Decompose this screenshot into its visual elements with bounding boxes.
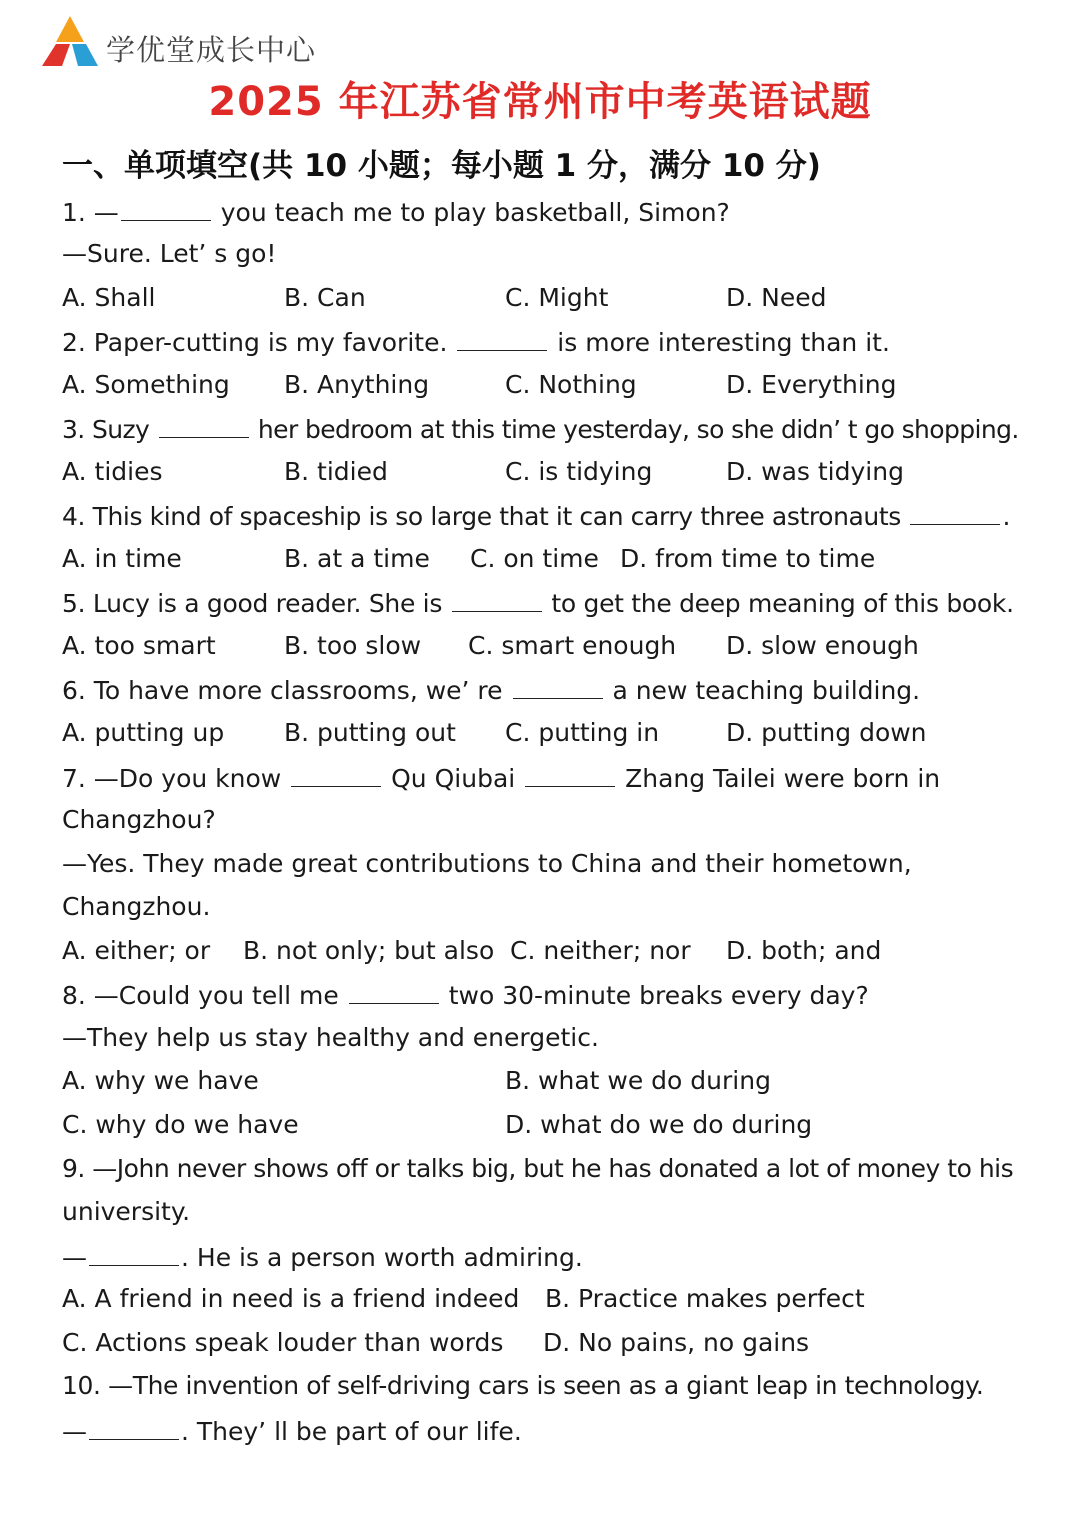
question-text: you teach me to play basketball, Simon? bbox=[212, 198, 730, 227]
option-b: B. too slow bbox=[284, 631, 422, 660]
brand-name: 学优堂成长中心 bbox=[106, 33, 317, 67]
question-text: 7. —Do you know bbox=[62, 764, 290, 793]
question-text: . bbox=[1002, 502, 1010, 531]
option-a: A. in time bbox=[62, 544, 182, 573]
option-c: C. is tidying bbox=[505, 457, 653, 486]
option-a: A. either; or bbox=[62, 936, 211, 965]
question-text: Changzhou? bbox=[62, 805, 216, 834]
question-8 bbox=[62, 981, 869, 1008]
option-b: B. Can bbox=[284, 283, 366, 312]
question-4 bbox=[62, 502, 1010, 529]
option-a: A. too smart bbox=[62, 631, 216, 660]
option-a: A. putting up bbox=[62, 718, 225, 747]
question-text: 4. This kind of spaceship is so large that it can carry three astronauts bbox=[62, 502, 909, 531]
question-text: 5. Lucy is a good reader. She is bbox=[62, 589, 450, 618]
option-c: C. why do we have bbox=[62, 1110, 299, 1139]
option-c: C. smart enough bbox=[468, 631, 677, 660]
question-text: a new teaching building. bbox=[604, 676, 921, 705]
dialog-text: — bbox=[62, 1417, 87, 1446]
answer-blank bbox=[457, 328, 547, 351]
question-text: to get the deep meaning of this book. bbox=[543, 589, 1014, 618]
section-heading: 一、单项填空(共 10 小题；每小题 1 分，满分 10 分) bbox=[62, 148, 821, 184]
option-b: B. Anything bbox=[284, 370, 430, 399]
question-text: 6. To have more classrooms, we’ re bbox=[62, 676, 511, 705]
option-b: B. not only; but also bbox=[243, 936, 495, 965]
question-text: Qu Qiubai bbox=[383, 764, 524, 793]
answer-blank bbox=[89, 1417, 179, 1440]
option-d: D. was tidying bbox=[726, 457, 904, 486]
option-d: D. both; and bbox=[726, 936, 882, 965]
option-d: D. slow enough bbox=[726, 631, 919, 660]
option-b: B. tidied bbox=[284, 457, 388, 486]
option-c: C. Actions speak louder than words bbox=[62, 1328, 504, 1357]
dialog-reply: —They help us stay healthy and energetic. bbox=[62, 1023, 599, 1052]
question-7 bbox=[62, 764, 940, 791]
question-2 bbox=[62, 328, 890, 355]
question-3 bbox=[62, 415, 1019, 442]
question-text: 2. Paper-cutting is my favorite. bbox=[62, 328, 456, 357]
question-1 bbox=[62, 198, 730, 225]
question-6 bbox=[62, 676, 920, 703]
question-text: 1. — bbox=[62, 198, 119, 227]
question-5 bbox=[62, 589, 1014, 616]
answer-blank bbox=[452, 589, 542, 612]
question-text: 8. —Could you tell me bbox=[62, 981, 347, 1010]
option-d: D. what do we do during bbox=[505, 1110, 813, 1139]
option-b: B. putting out bbox=[284, 718, 456, 747]
option-c: C. Might bbox=[505, 283, 609, 312]
logo-icon bbox=[40, 14, 100, 70]
question-10: 10. —The invention of self-driving cars is seen as a giant leap in technology. bbox=[62, 1371, 984, 1400]
dialog-text: . They’ ll be part of our life. bbox=[181, 1417, 522, 1446]
answer-blank bbox=[910, 502, 1000, 525]
option-a: A. Something bbox=[62, 370, 230, 399]
dialog-reply: —Sure. Let’ s go! bbox=[62, 239, 277, 268]
answer-blank bbox=[121, 198, 211, 221]
question-text: two 30-minute breaks every day? bbox=[440, 981, 869, 1010]
page-title: 2025 年江苏省常州市中考英语试题 bbox=[208, 79, 872, 125]
dialog-reply bbox=[62, 1243, 583, 1270]
question-text: is more interesting than it. bbox=[549, 328, 890, 357]
option-c: C. putting in bbox=[505, 718, 660, 747]
option-d: D. from time to time bbox=[620, 544, 876, 573]
dialog-text: — bbox=[62, 1243, 87, 1272]
answer-blank bbox=[525, 764, 615, 787]
option-d: D. Need bbox=[726, 283, 827, 312]
answer-blank bbox=[89, 1243, 179, 1266]
answer-blank bbox=[159, 415, 249, 438]
option-a: A. A friend in need is a friend indeed bbox=[62, 1284, 520, 1313]
option-c: C. on time bbox=[470, 544, 599, 573]
option-d: D. putting down bbox=[726, 718, 927, 747]
option-c: C. neither; nor bbox=[510, 936, 691, 965]
option-b: B. what we do during bbox=[505, 1066, 771, 1095]
dialog-text: . He is a person worth admiring. bbox=[181, 1243, 583, 1272]
option-a: A. Shall bbox=[62, 283, 156, 312]
option-d: D. Everything bbox=[726, 370, 897, 399]
question-text: university. bbox=[62, 1197, 191, 1226]
answer-blank bbox=[349, 981, 439, 1004]
option-b: B. Practice makes perfect bbox=[545, 1284, 865, 1313]
option-b: B. at a time bbox=[284, 544, 430, 573]
question-text: Zhang Tailei were born in bbox=[617, 764, 941, 793]
option-a: A. why we have bbox=[62, 1066, 259, 1095]
answer-blank bbox=[513, 676, 603, 699]
option-a: A. tidies bbox=[62, 457, 163, 486]
question-text: 3. Suzy bbox=[62, 415, 157, 444]
answer-blank bbox=[291, 764, 381, 787]
option-c: C. Nothing bbox=[505, 370, 637, 399]
question-text: her bedroom at this time yesterday, so she didn’ t go shopping. bbox=[250, 415, 1019, 444]
option-d: D. No pains, no gains bbox=[543, 1328, 810, 1357]
dialog-reply bbox=[62, 1417, 522, 1444]
question-9: 9. —John never shows off or talks big, but he has donated a lot of money to his bbox=[62, 1154, 1014, 1183]
dialog-reply: —Yes. They made great contributions to China and their hometown, bbox=[62, 849, 912, 878]
dialog-reply: Changzhou. bbox=[62, 892, 211, 921]
